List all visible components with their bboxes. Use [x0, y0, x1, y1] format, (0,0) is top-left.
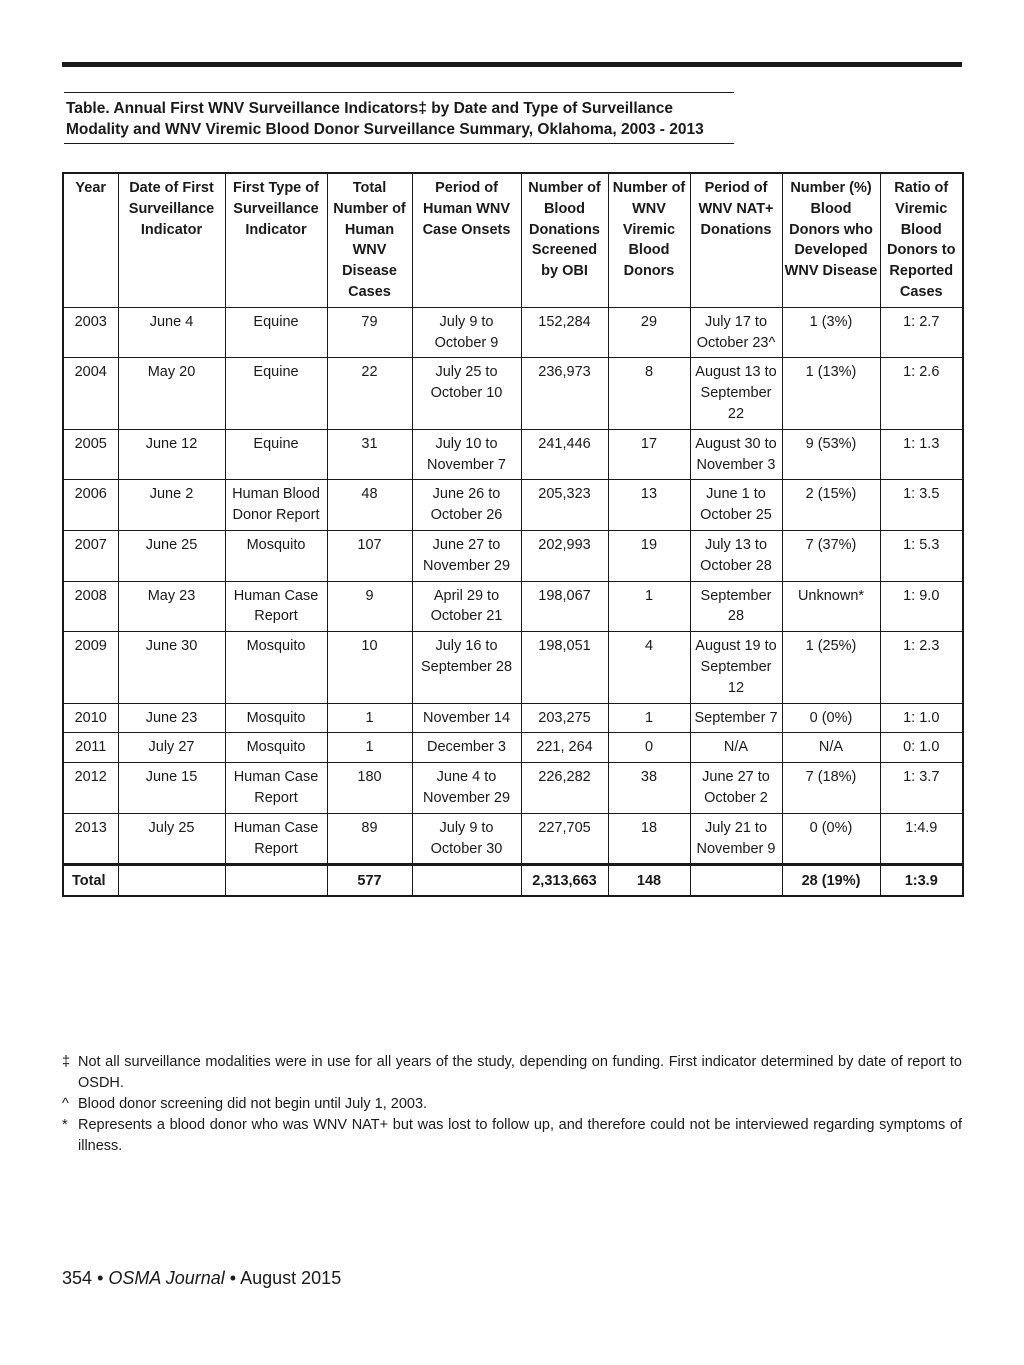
total-cell-empty	[118, 865, 225, 896]
table-row	[63, 307, 963, 358]
cell-nat-period: September 28	[690, 581, 782, 632]
cell-viremic-donors: 4	[608, 632, 690, 703]
cell-developed-disease: N/A	[782, 733, 880, 763]
cell-ratio: 1: 1.0	[880, 703, 963, 733]
total-cell-empty	[412, 865, 521, 896]
cell-first-date: May 23	[118, 581, 225, 632]
cell-donations: 226,282	[521, 763, 608, 814]
cell-donations: 227,705	[521, 813, 608, 865]
cell-viremic-donors: 19	[608, 530, 690, 581]
cell-first-date: July 27	[118, 733, 225, 763]
top-rule	[62, 62, 962, 67]
cell-ratio: 1: 2.6	[880, 358, 963, 429]
col-donations-header: Number of Blood Donations Screened by OBI	[521, 173, 608, 307]
cell-first-date: June 15	[118, 763, 225, 814]
cell-first-date: June 12	[118, 429, 225, 480]
cell-ratio: 1: 2.3	[880, 632, 963, 703]
cell-first-date: July 25	[118, 813, 225, 865]
cell-first-type: Human Case Report	[225, 763, 327, 814]
cell-ratio: 1: 5.3	[880, 530, 963, 581]
footer-separator: •	[229, 1268, 237, 1288]
cell-ratio: 1: 2.7	[880, 307, 963, 358]
col-nat-period-header: Period of WNV NAT+ Donations	[690, 173, 782, 307]
cell-onset-period: June 26 to October 26	[412, 480, 521, 531]
cell-donations: 236,973	[521, 358, 608, 429]
table-row	[63, 480, 963, 531]
cell-human-cases: 89	[327, 813, 412, 865]
table-header-row	[63, 173, 963, 307]
journal-name: OSMA Journal	[108, 1268, 225, 1288]
cell-human-cases: 107	[327, 530, 412, 581]
cell-nat-period: August 13 to September 22	[690, 358, 782, 429]
cell-first-date: June 30	[118, 632, 225, 703]
cell-first-type: Mosquito	[225, 703, 327, 733]
cell-first-date: June 4	[118, 307, 225, 358]
cell-nat-period: June 1 to October 25	[690, 480, 782, 531]
cell-onset-period: November 14	[412, 703, 521, 733]
cell-onset-period: April 29 to October 21	[412, 581, 521, 632]
cell-nat-period: August 30 to November 3	[690, 429, 782, 480]
cell-year: 2006	[63, 480, 118, 531]
cell-first-type: Equine	[225, 307, 327, 358]
cell-onset-period: June 27 to November 29	[412, 530, 521, 581]
cell-first-date: May 20	[118, 358, 225, 429]
cell-year: 2007	[63, 530, 118, 581]
cell-donations: 198,067	[521, 581, 608, 632]
cell-human-cases: 9	[327, 581, 412, 632]
cell-developed-disease: 7 (37%)	[782, 530, 880, 581]
footnote-symbol: ^	[62, 1096, 69, 1112]
footnote-text: Blood donor screening did not begin until July 1, 2003.	[78, 1096, 428, 1112]
cell-developed-disease: 7 (18%)	[782, 763, 880, 814]
total-ratio: 1:3.9	[880, 865, 963, 896]
cell-developed-disease: Unknown*	[782, 581, 880, 632]
footnote	[62, 1052, 962, 1094]
cell-human-cases: 48	[327, 480, 412, 531]
col-human-cases-header: Total Number of Human WNV Disease Cases	[327, 173, 412, 307]
cell-year: 2003	[63, 307, 118, 358]
cell-year: 2011	[63, 733, 118, 763]
cell-ratio: 0: 1.0	[880, 733, 963, 763]
cell-year: 2013	[63, 813, 118, 865]
table-row	[63, 429, 963, 480]
cell-viremic-donors: 1	[608, 703, 690, 733]
cell-first-type: Mosquito	[225, 733, 327, 763]
cell-donations: 152,284	[521, 307, 608, 358]
cell-nat-period: June 27 to October 2	[690, 763, 782, 814]
footer-separator: •	[97, 1268, 104, 1288]
cell-developed-disease: 0 (0%)	[782, 813, 880, 865]
cell-onset-period: July 25 to October 10	[412, 358, 521, 429]
total-label: Total	[63, 865, 118, 896]
cell-developed-disease: 9 (53%)	[782, 429, 880, 480]
cell-viremic-donors: 8	[608, 358, 690, 429]
cell-first-type: Equine	[225, 429, 327, 480]
footnote-text: Not all surveillance modalities were in use for all years of the study, depending on funding. First indicator determined by date of report to OSDH.	[78, 1054, 962, 1091]
cell-year: 2004	[63, 358, 118, 429]
cell-first-date: June 23	[118, 703, 225, 733]
cell-ratio: 1: 1.3	[880, 429, 963, 480]
cell-donations: 198,051	[521, 632, 608, 703]
cell-onset-period: July 9 to October 30	[412, 813, 521, 865]
cell-nat-period: July 13 to October 28	[690, 530, 782, 581]
cell-developed-disease: 2 (15%)	[782, 480, 880, 531]
col-first-type-header: First Type of Surveillance Indicator	[225, 173, 327, 307]
cell-first-date: June 25	[118, 530, 225, 581]
total-donations: 2,313,663	[521, 865, 608, 896]
cell-year: 2008	[63, 581, 118, 632]
col-ratio-header: Ratio of Viremic Blood Donors to Reported Cases	[880, 173, 963, 307]
cell-nat-period: N/A	[690, 733, 782, 763]
cell-year: 2010	[63, 703, 118, 733]
cell-viremic-donors: 1	[608, 581, 690, 632]
cell-viremic-donors: 18	[608, 813, 690, 865]
footnote-symbol: ‡	[62, 1054, 71, 1070]
cell-ratio: 1: 9.0	[880, 581, 963, 632]
cell-first-type: Equine	[225, 358, 327, 429]
page-number: 354	[62, 1268, 93, 1288]
col-viremic-donors-header: Number of WNV Viremic Blood Donors	[608, 173, 690, 307]
total-viremic-donors: 148	[608, 865, 690, 896]
total-cell-empty	[690, 865, 782, 896]
cell-developed-disease: 0 (0%)	[782, 703, 880, 733]
cell-first-type: Human Case Report	[225, 813, 327, 865]
surveillance-table	[62, 172, 964, 897]
cell-donations: 202,993	[521, 530, 608, 581]
table-row	[63, 530, 963, 581]
total-human-cases: 577	[327, 865, 412, 896]
cell-first-date: June 2	[118, 480, 225, 531]
col-first-date-header: Date of First Surveillance Indicator	[118, 173, 225, 307]
col-developed-disease-header: Number (%) Blood Donors who Developed WNV Disease	[782, 173, 880, 307]
cell-human-cases: 180	[327, 763, 412, 814]
cell-donations: 203,275	[521, 703, 608, 733]
cell-onset-period: June 4 to November 29	[412, 763, 521, 814]
cell-developed-disease: 1 (25%)	[782, 632, 880, 703]
cell-human-cases: 31	[327, 429, 412, 480]
cell-onset-period: July 10 to November 7	[412, 429, 521, 480]
footnote-symbol: *	[62, 1117, 68, 1133]
cell-developed-disease: 1 (3%)	[782, 307, 880, 358]
footnote-text: Represents a blood donor who was WNV NAT+ but was lost to follow up, and therefore could not be interviewed regarding symptoms of illness.	[78, 1117, 962, 1154]
cell-first-type: Mosquito	[225, 530, 327, 581]
cell-year: 2012	[63, 763, 118, 814]
table-row	[63, 703, 963, 733]
cell-donations: 205,323	[521, 480, 608, 531]
cell-viremic-donors: 38	[608, 763, 690, 814]
table-row	[63, 632, 963, 703]
cell-human-cases: 1	[327, 733, 412, 763]
cell-nat-period: July 17 to October 23^	[690, 307, 782, 358]
cell-human-cases: 79	[327, 307, 412, 358]
cell-viremic-donors: 0	[608, 733, 690, 763]
cell-ratio: 1: 3.5	[880, 480, 963, 531]
table-body	[63, 307, 963, 865]
table-caption: Table. Annual First WNV Surveillance Indicators‡ by Date and Type of Surveillance Modality and WNV Viremic Blood Donor Surveillance Summary, Oklahoma, 2003 - 2013	[64, 92, 734, 144]
table-row	[63, 763, 963, 814]
cell-developed-disease: 1 (13%)	[782, 358, 880, 429]
total-cell-empty	[225, 865, 327, 896]
cell-donations: 221, 264	[521, 733, 608, 763]
table-row	[63, 813, 963, 865]
footnote	[62, 1094, 962, 1115]
cell-human-cases: 22	[327, 358, 412, 429]
table-row	[63, 733, 963, 763]
cell-year: 2009	[63, 632, 118, 703]
table-row	[63, 358, 963, 429]
footnote	[62, 1115, 962, 1157]
page-footer	[62, 1268, 341, 1289]
cell-viremic-donors: 13	[608, 480, 690, 531]
cell-nat-period: August 19 to September 12	[690, 632, 782, 703]
cell-human-cases: 10	[327, 632, 412, 703]
cell-nat-period: July 21 to November 9	[690, 813, 782, 865]
cell-donations: 241,446	[521, 429, 608, 480]
col-onset-period-header: Period of Human WNV Case Onsets	[412, 173, 521, 307]
table-row	[63, 581, 963, 632]
cell-nat-period: September 7	[690, 703, 782, 733]
cell-onset-period: July 16 to September 28	[412, 632, 521, 703]
cell-first-type: Human Blood Donor Report	[225, 480, 327, 531]
cell-viremic-donors: 29	[608, 307, 690, 358]
total-developed-disease: 28 (19%)	[782, 865, 880, 896]
total-row	[63, 865, 963, 896]
footnotes	[62, 1052, 962, 1157]
cell-onset-period: July 9 to October 9	[412, 307, 521, 358]
cell-first-type: Mosquito	[225, 632, 327, 703]
cell-onset-period: December 3	[412, 733, 521, 763]
cell-ratio: 1: 3.7	[880, 763, 963, 814]
cell-year: 2005	[63, 429, 118, 480]
cell-ratio: 1:4.9	[880, 813, 963, 865]
issue-date: August 2015	[240, 1268, 342, 1288]
cell-first-type: Human Case Report	[225, 581, 327, 632]
col-year-header: Year	[63, 173, 118, 307]
cell-human-cases: 1	[327, 703, 412, 733]
cell-viremic-donors: 17	[608, 429, 690, 480]
